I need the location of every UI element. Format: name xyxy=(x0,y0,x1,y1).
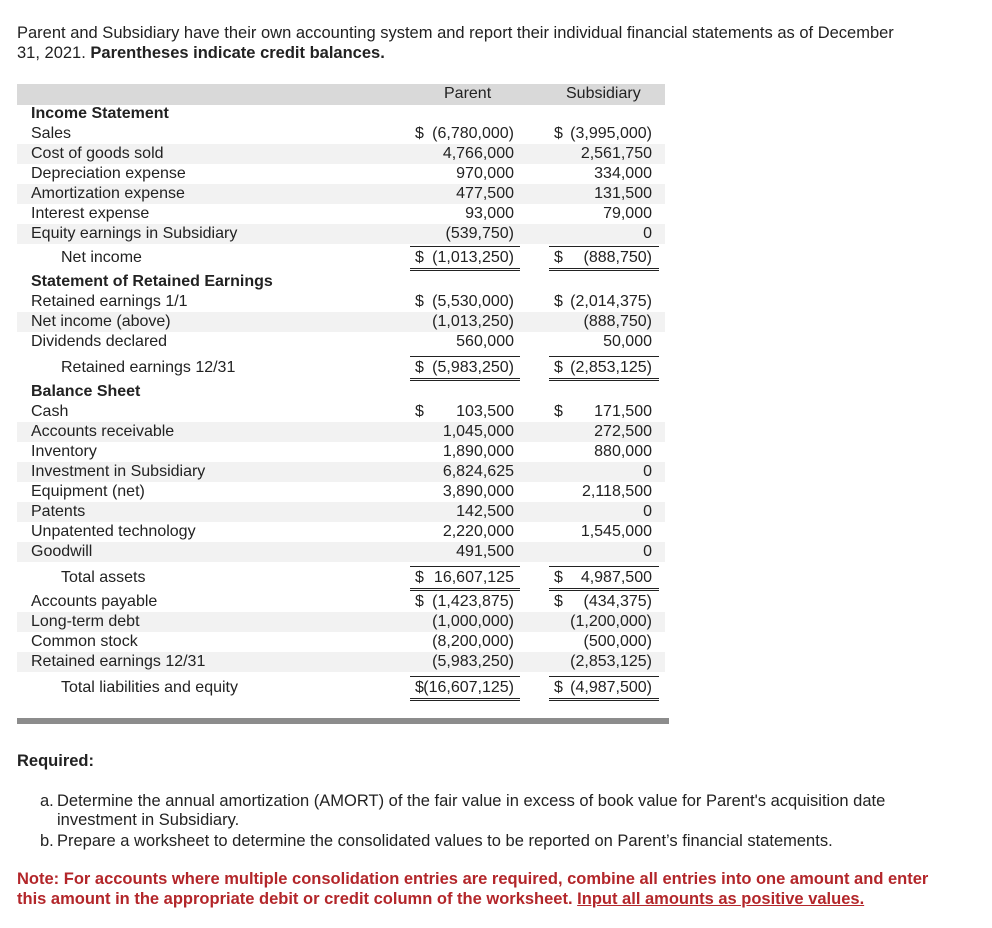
table-row xyxy=(17,144,665,164)
parent-dollar-sign: $ xyxy=(415,249,424,266)
row-label: Unpatented technology xyxy=(31,523,196,540)
subsidiary-value: (3,995,000) xyxy=(570,125,652,142)
row-label: Cost of goods sold xyxy=(31,145,164,162)
table-row xyxy=(17,678,665,698)
row-label: Sales xyxy=(31,125,72,142)
subsidiary-value: 1,545,000 xyxy=(580,523,652,540)
subsidiary-total-rule xyxy=(549,676,659,701)
table-row xyxy=(17,248,665,268)
parent-total-rule xyxy=(410,566,520,591)
row-label: Inventory xyxy=(31,443,97,460)
parent-value: 560,000 xyxy=(456,333,514,350)
subsidiary-total-rule xyxy=(549,566,659,591)
parent-value: (5,530,000) xyxy=(432,293,514,310)
subsidiary-value: (1,200,000) xyxy=(570,613,652,630)
subsidiary-value: 171,500 xyxy=(594,403,652,420)
table-row xyxy=(17,502,665,522)
subsidiary-value: 334,000 xyxy=(594,165,652,182)
parent-dollar-sign: $ xyxy=(415,293,424,310)
section-heading: Statement of Retained Earnings xyxy=(31,273,273,290)
row-label: Equity earnings in Subsidiary xyxy=(31,225,238,242)
subsidiary-dollar-sign: $ xyxy=(554,403,563,420)
subsidiary-value: 50,000 xyxy=(603,333,652,350)
parent-dollar-sign: $ xyxy=(415,679,424,696)
parent-value: 93,000 xyxy=(465,205,514,222)
table-row xyxy=(17,612,665,632)
parent-total-rule xyxy=(410,246,520,271)
required-list xyxy=(40,792,960,853)
row-label: Dividends declared xyxy=(31,333,168,350)
parent-value: 491,500 xyxy=(456,543,514,560)
parent-total-rule xyxy=(410,676,520,701)
parent-total-rule xyxy=(410,356,520,381)
subsidiary-value: 4,987,500 xyxy=(580,569,652,586)
table-row xyxy=(17,204,665,224)
row-label: Retained earnings 1/1 xyxy=(31,293,188,310)
subsidiary-value: (2,853,125) xyxy=(570,359,652,376)
subsidiary-dollar-sign: $ xyxy=(554,569,563,586)
parent-value: (1,423,875) xyxy=(432,593,514,610)
row-label: Common stock xyxy=(31,633,138,650)
row-label: Net income (above) xyxy=(31,313,171,330)
parent-dollar-sign: $ xyxy=(415,403,424,420)
col-header-parent: Parent xyxy=(444,85,492,102)
required-item-a xyxy=(40,792,960,830)
row-label: Total liabilities and equity xyxy=(61,679,238,696)
parent-value: (5,983,250) xyxy=(432,653,514,670)
subsidiary-value: (888,750) xyxy=(583,249,652,266)
note-text: Note: For accounts where multiple consolidation entries are required, combine all entries into one amount and enter this amount in the appropriate debit or credit column of the worksheet. xyxy=(17,870,929,908)
table-bottom-bar xyxy=(17,718,669,724)
table-row xyxy=(17,568,665,588)
row-label: Investment in Subsidiary xyxy=(31,463,206,480)
subsidiary-total-rule xyxy=(549,246,659,271)
row-label: Retained earnings 12/31 xyxy=(61,359,236,376)
parent-dollar-sign: $ xyxy=(415,593,424,610)
parent-value: (539,750) xyxy=(445,225,514,242)
subsidiary-value: (888,750) xyxy=(583,313,652,330)
subsidiary-value: (4,987,500) xyxy=(570,679,652,696)
subsidiary-value: 0 xyxy=(643,463,652,480)
row-label: Interest expense xyxy=(31,205,150,222)
note-underlined: Input all amounts as positive values. xyxy=(577,890,865,908)
problem-intro xyxy=(17,23,917,63)
item-text: Prepare a worksheet to determine the consolidated values to be reported on Parent’s financial statements. xyxy=(57,832,833,850)
table-row xyxy=(17,542,665,562)
note xyxy=(17,869,957,909)
parent-value: 6,824,625 xyxy=(442,463,514,480)
row-label: Retained earnings 12/31 xyxy=(31,653,206,670)
parent-value: 3,890,000 xyxy=(442,483,514,500)
parent-value: 1,045,000 xyxy=(442,423,514,440)
item-marker: b. xyxy=(40,832,54,850)
subsidiary-value: 880,000 xyxy=(594,443,652,460)
row-label: Cash xyxy=(31,403,69,420)
subsidiary-dollar-sign: $ xyxy=(554,679,563,696)
section-heading-row xyxy=(17,104,665,124)
subsidiary-value: (2,853,125) xyxy=(570,653,652,670)
subsidiary-value: 2,118,500 xyxy=(582,483,652,500)
row-label: Accounts payable xyxy=(31,593,158,610)
table-row xyxy=(17,292,665,312)
table-row xyxy=(17,402,665,422)
subsidiary-dollar-sign: $ xyxy=(554,249,563,266)
parent-value: 103,500 xyxy=(456,403,514,420)
intro-bold: Parentheses indicate credit balances. xyxy=(90,44,385,62)
parent-value: (16,607,125) xyxy=(423,679,514,696)
table-row xyxy=(17,652,665,672)
row-label: Net income xyxy=(61,249,142,266)
row-label: Goodwill xyxy=(31,543,93,560)
parent-dollar-sign: $ xyxy=(415,359,424,376)
row-label: Accounts receivable xyxy=(31,423,175,440)
section-heading-row xyxy=(17,272,665,292)
subsidiary-value: 2,561,750 xyxy=(580,145,652,162)
parent-value: 142,500 xyxy=(456,503,514,520)
parent-value: (8,200,000) xyxy=(432,633,514,650)
subsidiary-value: (2,014,375) xyxy=(570,293,652,310)
parent-value: 970,000 xyxy=(456,165,514,182)
parent-value: (1,013,250) xyxy=(432,313,514,330)
row-label: Long-term debt xyxy=(31,613,140,630)
row-label: Amortization expense xyxy=(31,185,185,202)
section-heading: Balance Sheet xyxy=(31,383,141,400)
subsidiary-value: (500,000) xyxy=(583,633,652,650)
table-row xyxy=(17,358,665,378)
table-row xyxy=(17,332,665,352)
subsidiary-total-rule xyxy=(549,356,659,381)
table-row xyxy=(17,442,665,462)
item-marker: a. xyxy=(40,792,54,810)
subsidiary-value: 0 xyxy=(643,225,652,242)
subsidiary-dollar-sign: $ xyxy=(554,125,563,142)
table-row xyxy=(17,312,665,332)
parent-value: 1,890,000 xyxy=(442,443,514,460)
row-label: Total assets xyxy=(61,569,146,586)
parent-value: 16,607,125 xyxy=(433,569,514,586)
table-row xyxy=(17,124,665,144)
table-row xyxy=(17,592,665,612)
table-row xyxy=(17,224,665,244)
subsidiary-value: (434,375) xyxy=(583,593,652,610)
subsidiary-value: 272,500 xyxy=(594,423,652,440)
table-row xyxy=(17,164,665,184)
subsidiary-value: 131,500 xyxy=(594,185,652,202)
parent-value: (6,780,000) xyxy=(432,125,514,142)
subsidiary-dollar-sign: $ xyxy=(554,359,563,376)
parent-value: 2,220,000 xyxy=(442,523,514,540)
table-row xyxy=(17,522,665,542)
row-label: Patents xyxy=(31,503,86,520)
required-item-b xyxy=(40,832,960,851)
table-row xyxy=(17,422,665,442)
parent-value: 4,766,000 xyxy=(442,145,514,162)
subsidiary-value: 79,000 xyxy=(603,205,652,222)
row-label: Depreciation expense xyxy=(31,165,186,182)
parent-value: 477,500 xyxy=(456,185,514,202)
table-row xyxy=(17,462,665,482)
table-row xyxy=(17,632,665,652)
parent-dollar-sign: $ xyxy=(415,569,424,586)
parent-value: (1,000,000) xyxy=(432,613,514,630)
row-label: Equipment (net) xyxy=(31,483,145,500)
financial-statements-table xyxy=(17,84,669,724)
col-header-subsidiary: Subsidiary xyxy=(566,85,641,102)
table-row xyxy=(17,482,665,502)
subsidiary-value: 0 xyxy=(643,543,652,560)
parent-value: (1,013,250) xyxy=(432,249,514,266)
section-heading-row xyxy=(17,382,665,402)
intro-text: Parent and Subsidiary have their own accounting system and report their individual financial statements as of December 31, 2021. xyxy=(17,24,894,62)
parent-value: (5,983,250) xyxy=(432,359,514,376)
subsidiary-dollar-sign: $ xyxy=(554,593,563,610)
required-heading: Required: xyxy=(17,752,95,770)
table-row xyxy=(17,184,665,204)
parent-dollar-sign: $ xyxy=(415,125,424,142)
subsidiary-value: 0 xyxy=(643,503,652,520)
item-text: Determine the annual amortization (AMORT) of the fair value in excess of book value for Parent's acquisition date investment in Subsidiary. xyxy=(57,792,886,829)
section-heading: Income Statement xyxy=(31,105,169,122)
subsidiary-dollar-sign: $ xyxy=(554,293,563,310)
